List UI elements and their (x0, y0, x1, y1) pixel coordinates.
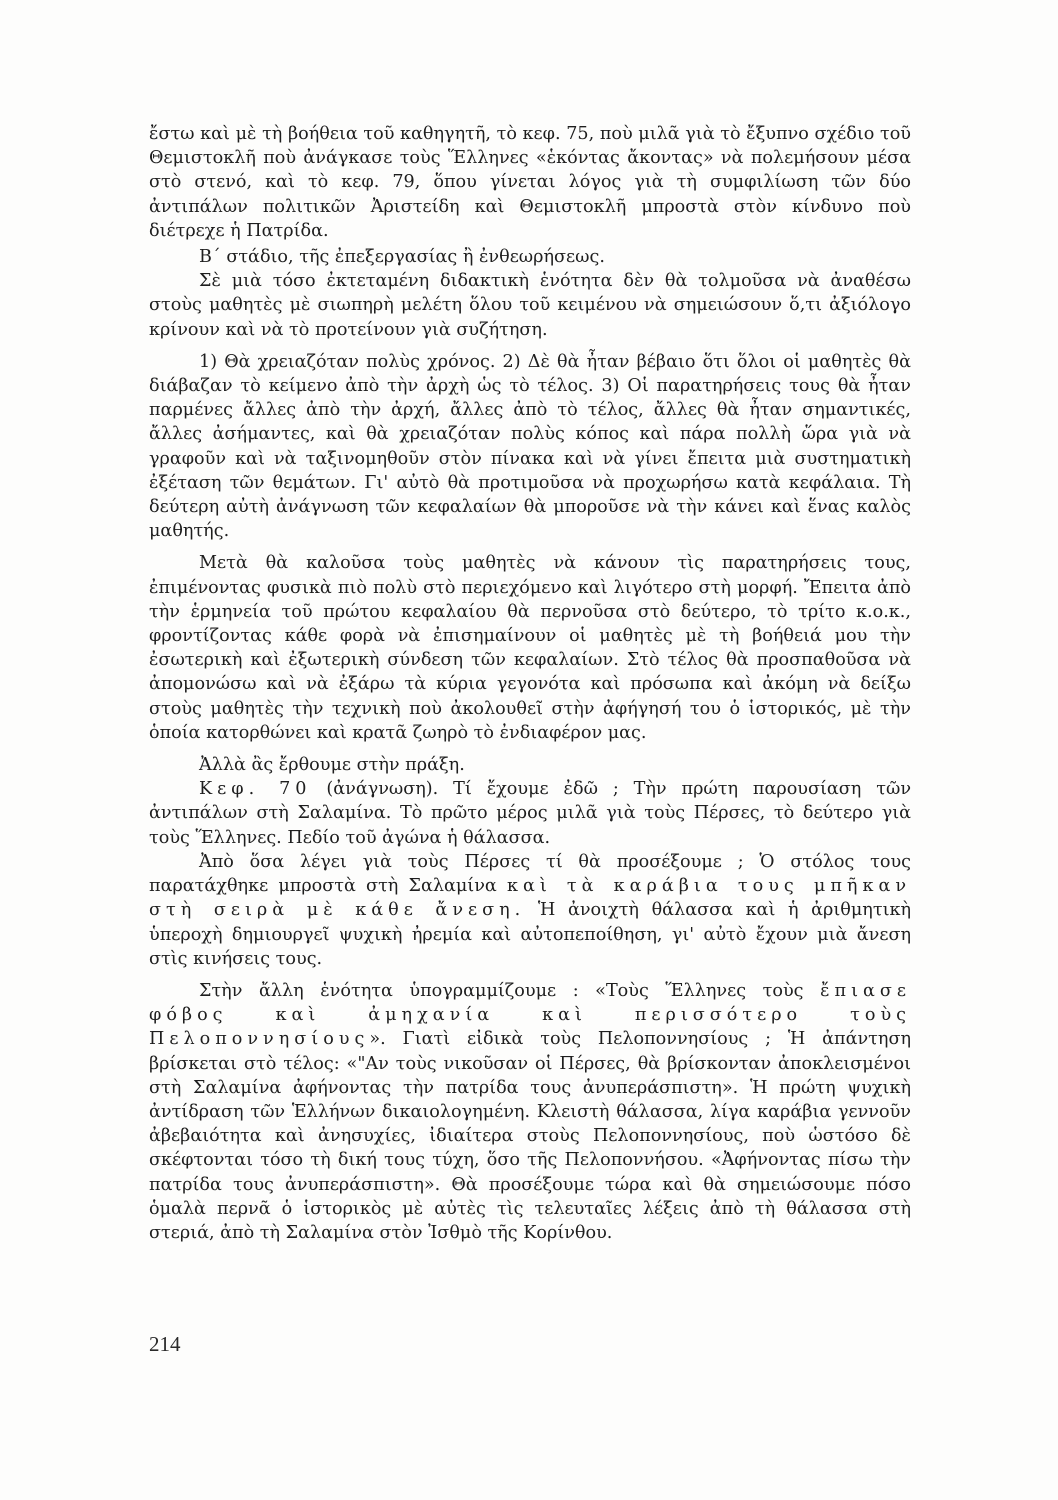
paragraph-intro: ἔστω καὶ μὲ τὴ βοήθεια τοῦ καθηγητῆ, τὸ κεφ. 75, ποὺ μιλᾶ γιὰ τὸ ἔξυπνο σχέδιο τοῦ Θεμιστοκλῆ ποὺ ἀνάγκασε τοὺς Ἕλληνες «ἑκόντας ἄκοντας» νὰ πολεμήσουν μέσα στὸ στενό, καὶ τὸ κεφ. 79, ὅπου γίνεται λόγος γιὰ τὴ συμφιλίωση τῶν δύο ἀντιπάλων πολιτικῶν Ἀριστείδη καὶ Θεμιστοκλῆ μπροστὰ στὸν κίνδυνο ποὺ διέτρεχε ἡ Πατρίδα. (149, 124, 911, 241)
paragraph-assignment: Σὲ μιὰ τόσο ἐκτεταμένη διδακτικὴ ἑνότητα δὲν θὰ τολμοῦσα νὰ ἀναθέσω στοὺς μαθητὲς μὲ σιωπηρὴ μελέτη ὅλου τοῦ κειμένου νὰ σημειώσουν ὅ,τι ἀξιόλογο κρίνουν καὶ νὰ τὸ προτείνουν γιὰ συζήτηση. (149, 271, 911, 340)
spaced-quote-fear: ἔπιασε φόβος καὶ ἀμηχανία καὶ περισσότερο τοὺς Πελοποννησίους (149, 980, 912, 1050)
paragraph-method: Μετὰ θὰ καλοῦσα τοὺς μαθητὲς νὰ κάνουν τὶς παρατηρήσεις τους, ἐπιμένοντας φυσικὰ πιὸ πολὺ στὸ περιεχόμενο καὶ λιγότερο στὴ μορφή. Ἔπειτα ἀπὸ τὴν ἑρμηνεία τοῦ πρώτου κεφαλαίου θὰ περνοῦσα στὸ δεύτερο, τὸ τρίτο κ.ο.κ., φροντίζοντας κάθε φορὰ νὰ ἐπισημαίνουν οἱ μαθητὲς μὲ τὴ βοήθειά μου τὴν ἐσωτερικὴ καὶ ἐξωτερικὴ σύνδεση τῶν κεφαλαίων. Στὸ τέλος θὰ προσπαθοῦσα νὰ ἀπομονώσω καὶ νὰ ἐξάρω τὰ κύρια γεγονότα καὶ πρόσωπα καὶ ἀκόμη νὰ δείξω στοὺς μαθητὲς τὴν τεχνικὴ ποὺ ἀκολουθεῖ στὴν ἀφήγησή του ὁ ἱστορικός, μὲ τὴν ὁποία κατορθώνει καὶ κρατᾶ ζωηρὸ τὸ ἐνδιαφέρον μας. (149, 553, 911, 743)
paragraph-greeks (149, 979, 911, 1245)
page-number: 214 (149, 1332, 181, 1356)
persians-conclusion: Ἡ ἀνοιχτὴ θάλασσα καὶ ἡ ἀριθμητικὴ ὑπεροχὴ δημιουργεῖ ψυχικὴ ἠρεμία καὶ αὐτοπεποίθηση, γι' αὐτὸ ἔχουν μιὰ ἄνεση στὶς κινήσεις τους. (149, 900, 912, 969)
paragraph-reasons: 1) Θὰ χρειαζόταν πολὺς χρόνος. 2) Δὲ θὰ ἦταν βέβαιο ὅτι ὅλοι οἱ μαθητὲς θὰ διάβαζαν τὸ κείμενο ἀπὸ τὴν ἀρχὴ ὡς τὸ τέλος. 3) Οἱ παρατηρήσεις τους θὰ ἦταν παρμένες ἄλλες ἀπὸ τὴν ἀρχή, ἄλλες ἀπὸ τὸ τέλος, ἄλλες θὰ ἦταν σημαντικές, ἄλλες ἀσήμαντες, καὶ θὰ χρειαζόταν πολὺς κόπος καὶ πάρα πολλὴ ὥρα γιὰ νὰ γραφοῦν καὶ νὰ ταξινομηθοῦν στὸν πίνακα καὶ νὰ γίνει ἔπειτα μιὰ συστηματικὴ ἐξέταση τῶν θεμάτων. Γι' αὐτὸ θὰ προτιμοῦσα νὰ προχωρήσω κατὰ κεφάλαια. Τὴ δεύτερη αὐτὴ ἀνάγνωση τῶν κεφαλαίων θὰ μποροῦσε νὰ τὴν κάνει καὶ ἕνας καλὸς μαθητής. (149, 351, 911, 542)
paragraph-chapter (149, 777, 911, 850)
chapter-note: (ἀνάγνωση). (326, 779, 439, 800)
paragraph-persians (149, 850, 911, 971)
section-heading: Β΄ στάδιο, τῆς ἐπεξεργασίας ἢ ἐνθεωρήσεως. (199, 247, 605, 268)
chapter-label: Κεφ. 70 (199, 779, 312, 800)
page-body (149, 122, 911, 1245)
paragraph-practice: Ἀλλὰ ἂς ἔρθουμε στὴν πράξη. (199, 755, 465, 776)
greeks-text: Στὴν ἄλλη ἑνότητα ὑπογραμμίζουμε : «Τοὺς Ἕλληνες τοὺς (199, 980, 804, 1001)
chapter-text: Τί ἔχουμε ἐδῶ ; Τὴν πρώτη παρουσίαση τῶν ἀντιπάλων στὴ Σαλαμίνα. Τὸ πρῶτο μέρος μιλᾶ γιὰ τοὺς Πέρσες, τὸ δεύτερο γιὰ τοὺς Ἕλληνες. Πεδίο τοῦ ἀγώνα ἡ θάλασσα. (149, 779, 912, 848)
persians-text: Ἀπὸ ὅσα λέγει γιὰ τοὺς Πέρσες τί θὰ προσέξουμε ; Ὁ στόλος τους παρατάχθηκε μπροστὰ στὴ Σαλαμίνα (149, 851, 911, 897)
greeks-conclusion: ». Γιατὶ εἰδικὰ τοὺς Πελοποννησίους ; Ἡ ἀπάντηση βρίσκεται στὸ τέλος: «"Αν τοὺς νικοῦσαν οἱ Πέρσες, θὰ βρίσκονταν ἀποκλεισμένοι στὴ Σαλαμίνα ἀφήνοντας τὴν πατρίδα τους ἀνυπεράσπιστη». Ἡ πρώτη ψυχικὴ ἀντίδραση τῶν Ἑλλήνων δικαιολογημένη. Κλειστὴ θάλασσα, λίγα καράβια γεννοῦν ἀβεβαιότητα καὶ ἀνησυχίες, ἰδιαίτερα στοὺς Πελοποννησίους, ποὺ ὡστόσο δὲ σκέφτονται τόσο τὴ δική τους τύχη, ὅσο τῆς Πελοποννήσου. «Ἀφήνοντας πίσω τὴν πατρίδα τους ἀνυπεράσπιστη». Θὰ προσέξουμε τώρα καὶ θὰ σημειώσουμε πόσο ὁμαλὰ περνᾶ ὁ ἱστορικὸς μὲ αὐτὲς τὶς τελευταῖες λέξεις ἀπὸ τὴ θάλασσα στὴ στεριά, ἀπὸ τὴ Σαλαμίνα στὸν Ἰσθμὸ τῆς Κορίνθου. (149, 1029, 911, 1243)
spaced-quote-ships: καὶ τὰ καράβια τους μπῆκαν στὴ σειρὰ μὲ κάθε ἄνεση. (149, 876, 912, 921)
